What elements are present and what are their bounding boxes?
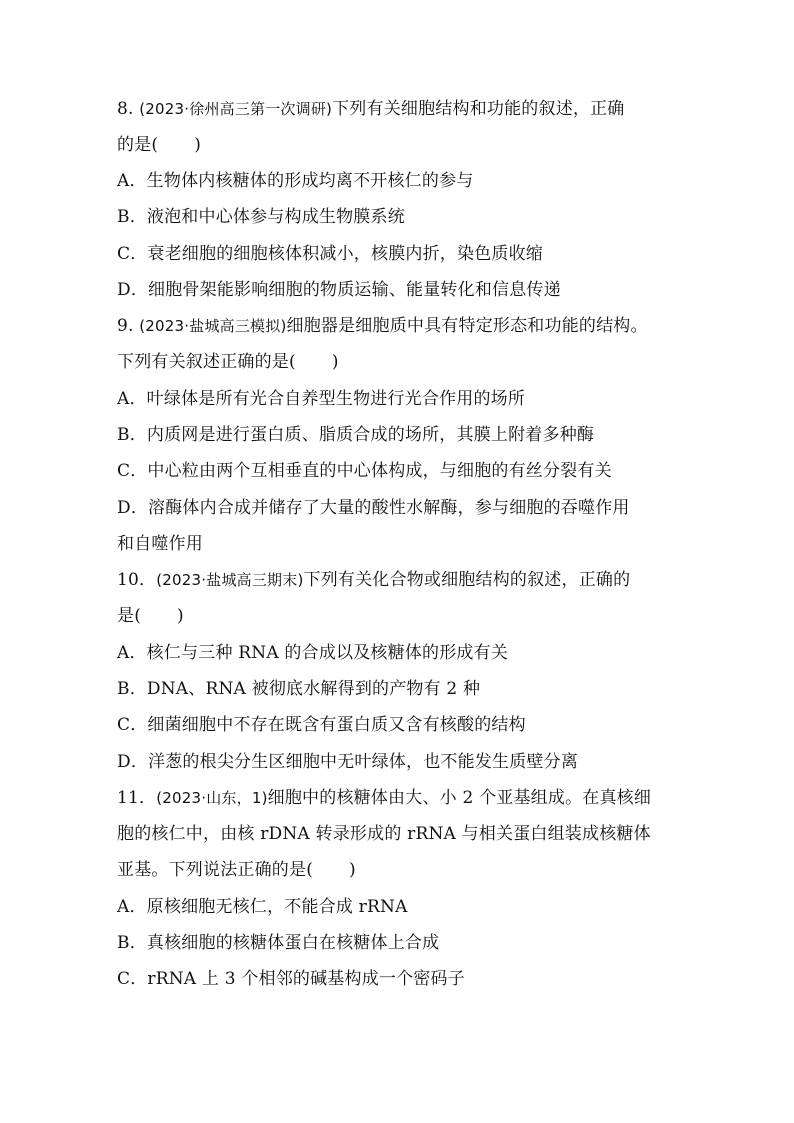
question-stem-text: 是( bbox=[117, 606, 142, 626]
question-source: (2023·徐州高三第一次调研) bbox=[139, 100, 333, 118]
question-source: (2023·盐城高三期末) bbox=[156, 571, 304, 589]
question-10-stem-continued bbox=[117, 604, 184, 628]
question-stem-text: 下列有关细胞结构和功能的叙述，正确 bbox=[332, 99, 625, 119]
question-number: 8 bbox=[117, 99, 129, 119]
question-11-stem: 11．(2023·山东，1)细胞中的核糖体由大、小 2 个亚基组成。在真核细 bbox=[117, 788, 652, 808]
question-11-stem-continued: 胞的核仁中，由核 rDNA 转录形成的 rRNA 与相关蛋白组装成核糖体 bbox=[117, 824, 651, 844]
question-stem-text: 的是( bbox=[117, 135, 159, 155]
question-9-stem: 9. (2023·盐城高三模拟)细胞器是细胞质中具有特定形态和功能的结构。 bbox=[117, 316, 648, 336]
option-d: D．洋葱的根尖分生区细胞中无叶绿体，也不能发生质壁分离 bbox=[117, 752, 579, 772]
option-a: A．核仁与三种 RNA 的合成以及核糖体的形成有关 bbox=[117, 643, 509, 663]
answer-blank-close: ) bbox=[331, 352, 339, 372]
option-c: C．中心粒由两个互相垂直的中心体构成，与细胞的有丝分裂有关 bbox=[117, 461, 612, 481]
question-source: (2023·山东，1) bbox=[156, 789, 268, 807]
question-10-stem: 10．(2023·盐城高三期末)下列有关化合物或细胞结构的叙述，正确的 bbox=[117, 570, 631, 590]
question-stem-text: 下列有关化合物或细胞结构的叙述，正确的 bbox=[303, 570, 631, 590]
option-b: B．液泡和中心体参与构成生物膜系统 bbox=[117, 207, 405, 227]
question-number: 10 bbox=[117, 570, 140, 590]
question-stem-text: 细胞器是细胞质中具有特定形态和功能的结构。 bbox=[286, 316, 648, 336]
option-a: A．生物体内核糖体的形成均离不开核仁的参与 bbox=[117, 171, 474, 191]
option-a: A．叶绿体是所有光合自养型生物进行光合作用的场所 bbox=[117, 389, 526, 409]
question-number: 11 bbox=[117, 788, 140, 808]
question-8-stem-continued bbox=[117, 133, 201, 157]
option-d: D．细胞骨架能影响细胞的物质运输、能量转化和信息传递 bbox=[117, 280, 561, 300]
question-11-stem-continued bbox=[117, 858, 356, 882]
answer-blank-close: ) bbox=[194, 135, 202, 155]
option-b: B．内质网是进行蛋白质、脂质合成的场所，其膜上附着多种酶 bbox=[117, 425, 595, 445]
option-a: A．原核细胞无核仁，不能合成 rRNA bbox=[117, 897, 408, 917]
question-9-stem-continued bbox=[117, 350, 339, 374]
option-c: C．衰老细胞的细胞核体积减小，核膜内折，染色质收缩 bbox=[117, 244, 544, 264]
option-c: C．rRNA 上 3 个相邻的碱基构成一个密码子 bbox=[117, 969, 465, 989]
option-d-continued: 和自噬作用 bbox=[117, 534, 203, 554]
question-number: 9 bbox=[117, 316, 129, 336]
answer-blank-close: ) bbox=[349, 860, 356, 880]
option-b: B．真核细胞的核糖体蛋白在核糖体上合成 bbox=[117, 933, 440, 953]
question-8-stem: 8. (2023·徐州高三第一次调研)下列有关细胞结构和功能的叙述，正确 bbox=[117, 99, 625, 119]
answer-blank-close: ) bbox=[177, 606, 184, 626]
question-stem-text: 细胞中的核糖体由大、小 2 个亚基组成。在真核细 bbox=[267, 788, 652, 808]
option-b: B．DNA、RNA 被彻底水解得到的产物有 2 种 bbox=[117, 679, 481, 699]
question-source: (2023·盐城高三模拟) bbox=[139, 317, 287, 335]
question-stem-text: 下列有关叙述正确的是( bbox=[117, 352, 296, 372]
option-d: D．溶酶体内合成并储存了大量的酸性水解酶，参与细胞的吞噬作用 bbox=[117, 498, 630, 518]
question-stem-text: 亚基。下列说法正确的是( bbox=[117, 860, 314, 880]
option-c: C．细菌细胞中不存在既含有蛋白质又含有核酸的结构 bbox=[117, 715, 526, 735]
